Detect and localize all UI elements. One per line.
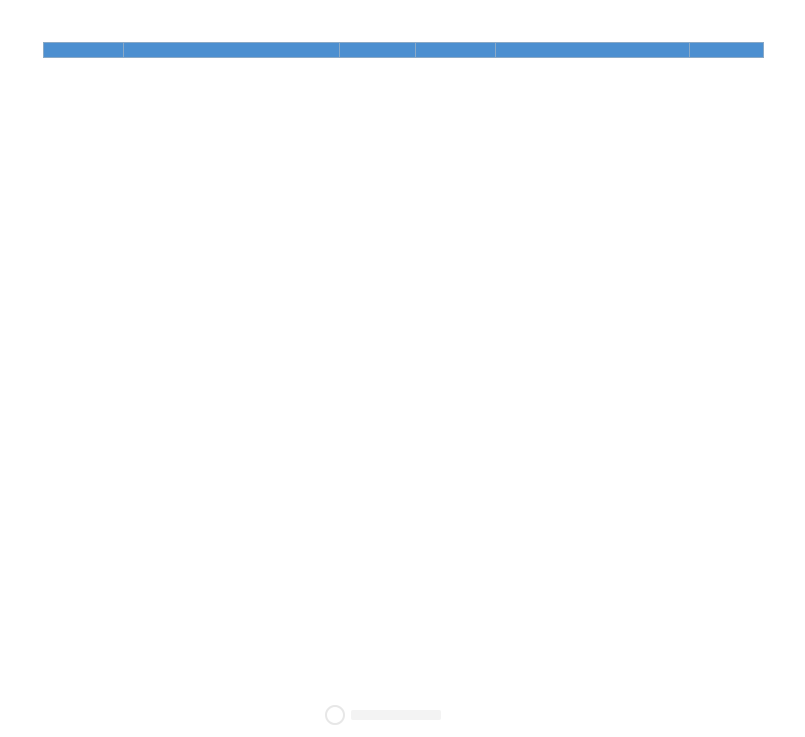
header-part-number xyxy=(340,43,416,58)
parts-table-left xyxy=(43,42,416,58)
parts-table-right xyxy=(415,42,764,58)
header-part-number xyxy=(690,43,764,58)
watermark xyxy=(325,704,500,726)
header-row xyxy=(44,43,416,58)
header-row xyxy=(416,43,764,58)
watermark-logo-icon xyxy=(325,705,345,725)
header-series xyxy=(44,43,124,58)
header-part-name xyxy=(124,43,340,58)
header-series xyxy=(416,43,496,58)
watermark-bar xyxy=(351,710,441,720)
header-part-name xyxy=(496,43,690,58)
